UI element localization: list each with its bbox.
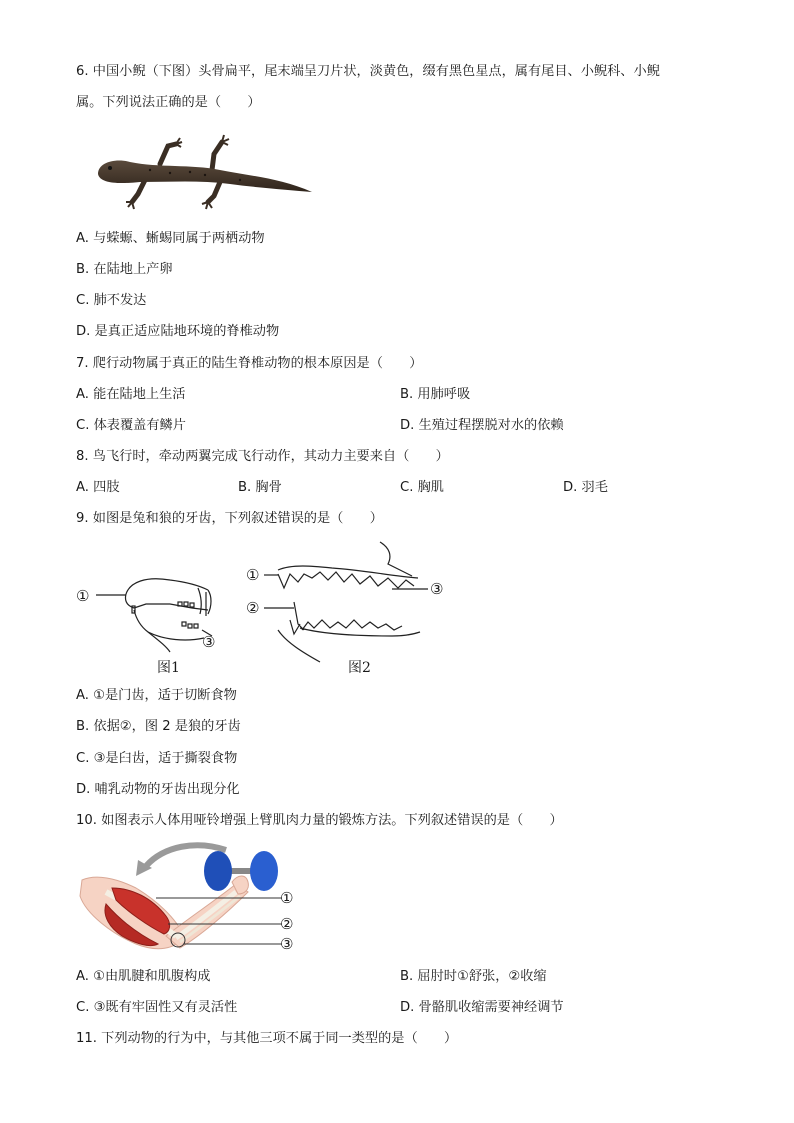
question-6-option-a: A. 与蝾螈、蜥蜴同属于两栖动物 xyxy=(76,231,265,246)
question-7-option-c: C. 体表覆盖有鳞片 xyxy=(76,418,186,433)
question-9-option-d: D. 哺乳动物的牙齿出现分化 xyxy=(76,782,240,797)
question-6-stem-line1: 6. 中国小鲵（下图）头骨扁平，尾末端呈刀片状，淡黄色，缀有黑色星点，属有尾目、小鲵科、小鲵 xyxy=(76,64,660,79)
wolf-teeth-figure xyxy=(242,538,462,664)
question-11-stem: 11. 下列动物的行为中，与其他三项不属于同一类型的是（ ） xyxy=(76,1031,458,1046)
question-9-option-b: B. 依据②，图 2 是狼的牙齿 xyxy=(76,719,241,734)
question-8-option-a: A. 四肢 xyxy=(76,480,120,495)
question-8-option-c: C. 胸肌 xyxy=(400,480,444,495)
fig3-mark-2: ② xyxy=(280,915,294,933)
question-7-option-d: D. 生殖过程摆脱对水的依赖 xyxy=(400,418,564,433)
question-9-option-c: C. ③是臼齿，适于撕裂食物 xyxy=(76,751,238,766)
fig3-mark-1: ① xyxy=(280,889,294,907)
salamander-image xyxy=(90,130,320,220)
question-8-stem: 8. 鸟飞行时，牵动两翼完成飞行动作，其动力主要来自（ ） xyxy=(76,449,449,464)
fig3-mark-3: ③ xyxy=(280,935,294,953)
question-6-stem-line2: 属。下列说法正确的是（ ） xyxy=(76,95,261,110)
fig2-label: 图2 xyxy=(348,660,371,676)
question-7-stem: 7. 爬行动物属于真正的陆生脊椎动物的根本原因是（ ） xyxy=(76,356,423,371)
fig2-mark-1: ① xyxy=(246,566,260,584)
question-9-option-a: A. ①是门齿，适于切断食物 xyxy=(76,688,237,703)
question-7-option-a: A. 能在陆地上生活 xyxy=(76,387,186,402)
question-10-option-a: A. ①由肌腱和肌腹构成 xyxy=(76,969,211,984)
question-9-stem: 9. 如图是兔和狼的牙齿，下列叙述错误的是（ ） xyxy=(76,511,383,526)
fig1-mark-1: ① xyxy=(76,587,90,605)
arm-dumbbell-figure xyxy=(76,840,296,958)
fig2-mark-3: ③ xyxy=(430,580,444,598)
question-10-option-c: C. ③既有牢固性又有灵活性 xyxy=(76,1000,238,1015)
question-6-option-c: C. 肺不发达 xyxy=(76,293,147,308)
question-10-stem: 10. 如图表示人体用哑铃增强上臂肌肉力量的锻炼方法。下列叙述错误的是（ ） xyxy=(76,813,563,828)
fig1-label: 图1 xyxy=(157,660,180,676)
question-10-option-d: D. 骨骼肌收缩需要神经调节 xyxy=(400,1000,564,1015)
question-6-option-d: D. 是真正适应陆地环境的脊椎动物 xyxy=(76,324,280,339)
question-6-option-b: B. 在陆地上产卵 xyxy=(76,262,173,277)
question-8-option-d: D. 羽毛 xyxy=(563,480,608,495)
fig2-mark-2: ② xyxy=(246,599,260,617)
question-10-option-b: B. 屈肘时①舒张，②收缩 xyxy=(400,969,547,984)
question-7-option-b: B. 用肺呼吸 xyxy=(400,387,471,402)
question-8-option-b: B. 胸骨 xyxy=(238,480,282,495)
fig1-mark-3: ③ xyxy=(202,633,216,651)
